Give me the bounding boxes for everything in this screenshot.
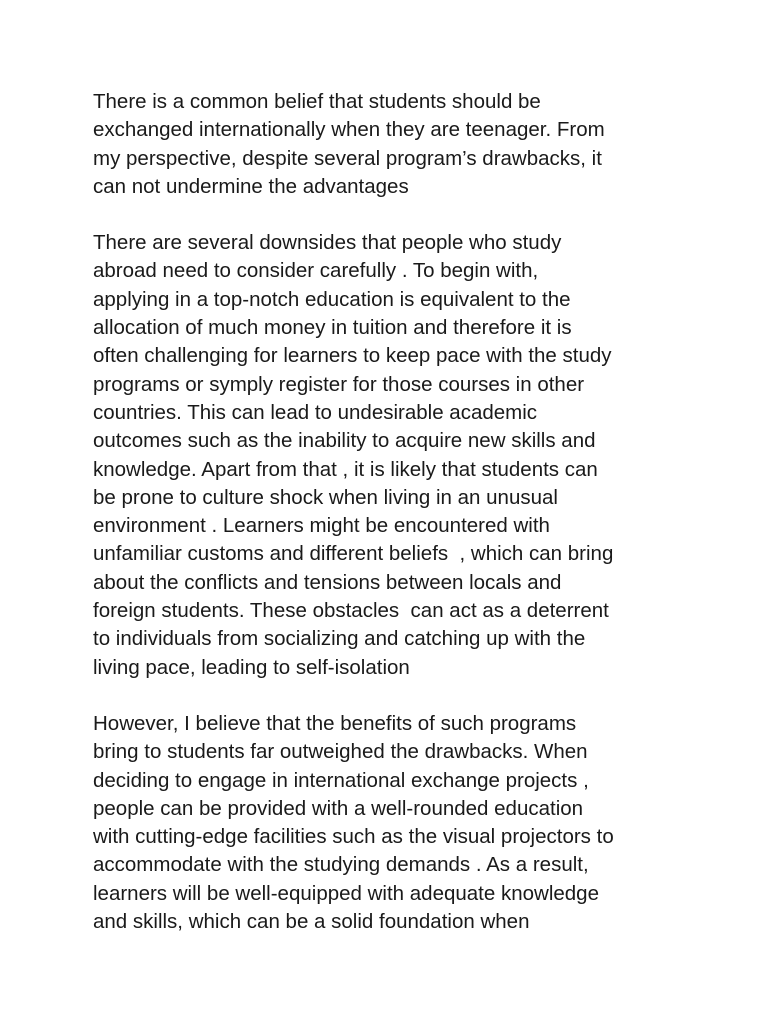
- text-line: and skills, which can be a solid foundation when: [93, 910, 530, 934]
- text-line: to individuals from socializing and catching up with the: [93, 627, 586, 651]
- text-line: often challenging for learners to keep pace with the study: [93, 344, 612, 368]
- text-line: accommodate with the studying demands . As a result,: [93, 853, 589, 877]
- text-line: deciding to engage in international exchange projects ,: [93, 768, 589, 792]
- text-line: foreign students. These obstacles can act as a deterrent: [93, 599, 609, 623]
- text-line: environment . Learners might be encountered with: [93, 514, 550, 538]
- text-line: bring to students far outweighed the drawbacks. When: [93, 740, 588, 764]
- text-line: learners will be well-equipped with adequate knowledge: [93, 881, 599, 905]
- text-line: applying in a top-notch education is equivalent to the: [93, 287, 571, 311]
- text-line: with cutting-edge facilities such as the visual projectors to: [93, 825, 614, 849]
- text-line: unfamiliar customs and different beliefs , which can bring: [93, 542, 614, 566]
- text-line: can not undermine the advantages: [93, 174, 409, 198]
- text-line: allocation of much money in tuition and therefore it is: [93, 316, 572, 340]
- text-line: abroad need to consider carefully . To begin with,: [93, 259, 539, 283]
- document-body: [93, 88, 683, 964]
- text-line: my perspective, despite several program’s drawbacks, it: [93, 146, 602, 170]
- text-line: outcomes such as the inability to acquire new skills and: [93, 429, 596, 453]
- text-line: countries. This can lead to undesirable academic: [93, 400, 538, 424]
- text-line: exchanged internationally when they are teenager. From: [93, 118, 605, 142]
- text-line: be prone to culture shock when living in an unusual: [93, 485, 558, 509]
- text-line: about the conflicts and tensions between locals and: [93, 570, 562, 594]
- text-line: However, I believe that the benefits of such programs: [93, 711, 577, 735]
- paragraph-benefits: [93, 710, 683, 936]
- text-line: programs or symply register for those courses in other: [93, 372, 585, 396]
- paragraph-drawbacks: [93, 229, 683, 682]
- text-line: people can be provided with a well-rounded education: [93, 796, 584, 820]
- text-line: knowledge. Apart from that , it is likely that students can: [93, 457, 598, 481]
- text-line: There are several downsides that people who study: [93, 231, 562, 255]
- paragraph-introduction: [93, 88, 683, 201]
- text-line: living pace, leading to self-isolation: [93, 655, 410, 679]
- text-line: There is a common belief that students should be: [93, 90, 541, 113]
